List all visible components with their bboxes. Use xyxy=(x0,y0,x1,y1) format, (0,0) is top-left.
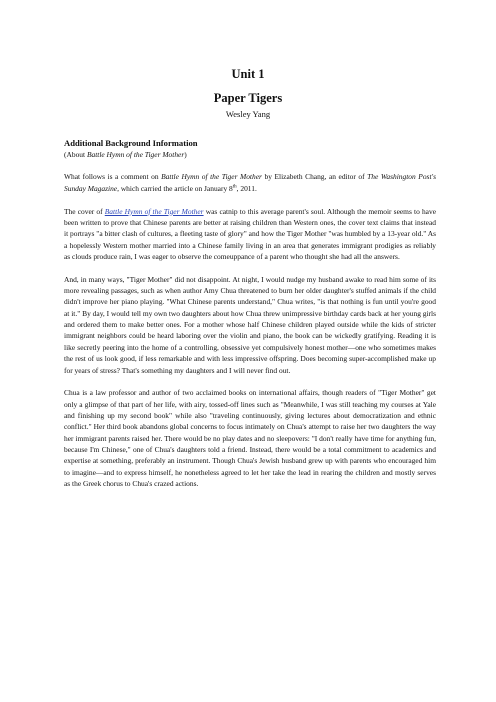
intro-book-title: Battle Hymn of the Tiger Mother xyxy=(161,172,262,182)
paragraph-3: Chua is a law professor and author of two acclaimed books on international affairs, though readers of "Tiger Mother" get only a glimpse of that part of her life, with airy, tossed-off lines such as "Meanwhile, I was still teaching my courses at Yale and finishing up my second book" while also "traveling continuously, giving lectures about democratization and ethnic conflict." Her third book abandons global concerns to focus intimately on Chua's attempt to raise her two daughters the way her immigrant parents raised her. There would be no play dates and no sleepovers: "I don't really have time for anything fun, because I'm Chinese," one of Chua's daughters told a friend. Instead, there would be a total commitment to academics and expertise at something, preferably an instrument. Though Chua's Jewish husband grew up with parents who encouraged him to imagine—and to express himself, he nonetheless agreed to let her take the lead in rearing the children and mostly serves as the Greek chorus to Chua's crazed actions. xyxy=(64,388,436,489)
article-body xyxy=(64,137,436,489)
about-book-title: Battle Hymn of the Tiger Mother xyxy=(86,150,185,159)
about-suffix: ) xyxy=(184,150,187,159)
about-prefix: (About xyxy=(64,150,87,159)
author-name: Wesley Yang xyxy=(225,109,271,119)
section-subheading xyxy=(64,149,436,160)
intro-text-4: , 2011. xyxy=(236,183,257,193)
intro-text-3: , which carried the article on January 8 xyxy=(117,183,233,193)
book-title-link[interactable]: Battle Hymn of the Tiger Mother xyxy=(104,206,204,216)
intro-text-1: What follows is a comment on xyxy=(64,172,162,182)
intro-paragraph xyxy=(64,171,436,194)
paragraph-1 xyxy=(64,206,436,263)
section-heading: Additional Background Information xyxy=(64,138,198,148)
intro-text-2: by Elizabeth Chang, an editor of xyxy=(261,172,368,182)
paragraph-2: And, in many ways, "Tiger Mother" did not disappoint. At night, I would nudge my husband awake to read him some of its more revealing passages, such as when author Amy Chua threatened to burn her older daughter's stuffed animals if the child didn't improve her piano playing. "What Chinese parents understand," Chua writes, "is that nothing is fun until you're good at it." By day, I would tell my own two daughters about how Chua threw unimpressive birthday cards back at her young girls and ordered them to make better ones. For a mother whose half Chinese children played outside while the kids of stricter immigrant neighbors could be heard laboring over the violin and piano, the book can be wickedly gratifying. Reading it is like secretly peering into the home of a controlling, obsessive yet compulsively honest mother—one who sometimes makes the rest of us look good, if less remarkable and with less impressive offspring. Does becoming super-accomplished make up for years of stress? That's something my daughters and I will never find out. xyxy=(64,274,436,375)
unit-heading: Unit 1 xyxy=(231,67,265,81)
paragraph-1-text-2: was catnip to this average parent's soul. Although the memoir seems to have been written to prove that Chinese parents are better at raising children than Western ones, the cover text claims that instead it portrays "a bitter clash of cultures, a fleeting taste of glory" and how the Tiger Mother "was humbled by a 13-year old." As a hopelessly Western mother married into a Chinese family living in an area that generates immigrant prodigies as reliably as clouds produce rain, I was eager to observe the comeuppance of a parent who thought she had all the answers. xyxy=(64,206,437,261)
intro-date-suffix: th xyxy=(232,184,237,190)
intro-magazine: The Washington Post's Sunday Magazine xyxy=(64,172,436,193)
article-title: Paper Tigers xyxy=(213,91,283,105)
paragraph-1-text-1: The cover of xyxy=(64,206,105,216)
